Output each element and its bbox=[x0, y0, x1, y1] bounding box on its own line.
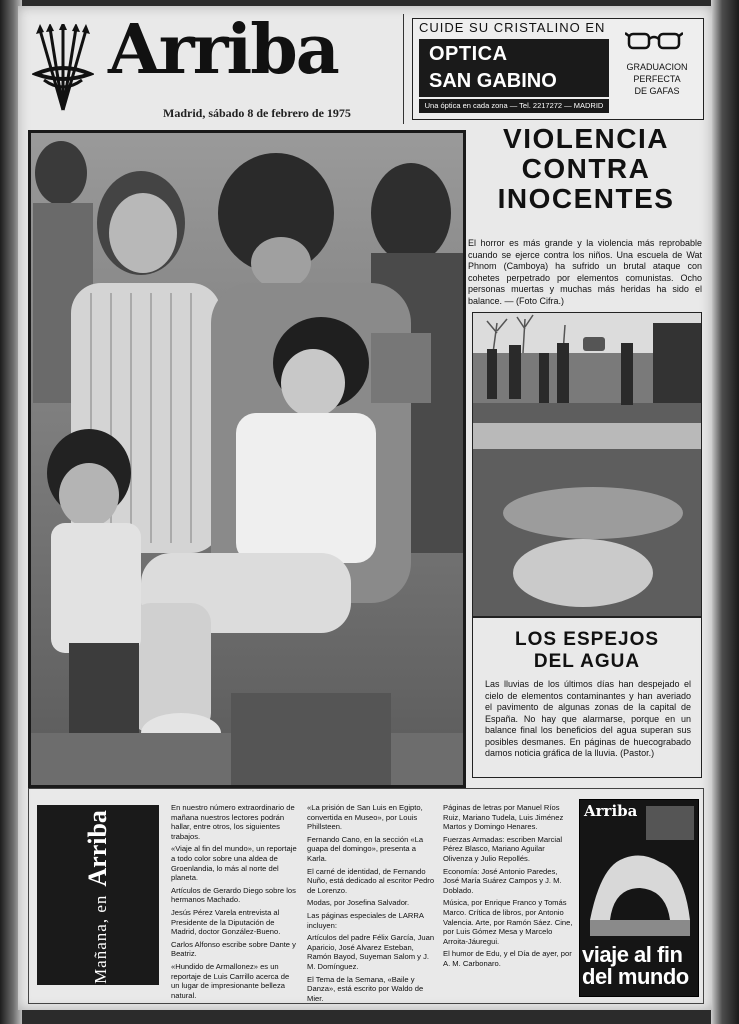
ad-top-line: CUIDE SU CRISTALINO EN bbox=[419, 20, 606, 35]
col1-paragraph: Artículos de Gerardo Diego sobre los hermanos Machado. bbox=[171, 885, 296, 905]
col2-paragraph: Fernando Cano, en la sección «La guapa del domingo», presenta a Karla. bbox=[307, 834, 424, 863]
preview-column-3 bbox=[443, 803, 573, 972]
dateline: Madrid, sábado 8 de febrero de 1975 bbox=[163, 106, 351, 120]
col2-paragraph: Modas, por Josefina Salvador. bbox=[307, 898, 410, 908]
cover-headline-line2: del mundo bbox=[582, 964, 689, 989]
col3-paragraph: El humor de Edu, y el Día de ayer, por A. M. Carbonaro. bbox=[443, 949, 572, 968]
col3-paragraph: Economía: José Antonio Paredes, José María Suárez Campos y J. M. Doblado. bbox=[443, 866, 562, 895]
headline-espejos bbox=[473, 629, 701, 673]
optica-advertisement bbox=[412, 18, 704, 120]
ad-right-line3: DE GAFAS bbox=[634, 86, 680, 96]
ad-right-line1: GRADUACION bbox=[626, 62, 688, 72]
col1-paragraph: Carlos Alfonso escribe sobre Dante y Beatriz. bbox=[171, 939, 296, 959]
masthead-divider bbox=[403, 14, 404, 124]
col2-paragraph: El Tema de la Semana, «Baile y Danza», está escrito por Waldo de Mier. bbox=[307, 974, 424, 1003]
rain-street-photo bbox=[472, 312, 702, 618]
col2-paragraph: El carné de identidad, de Fernando Nuño, está dedicado al escritor Pedro de Lorenzo. bbox=[307, 866, 435, 895]
main-news-photo bbox=[28, 130, 466, 788]
children-photo-illustration bbox=[31, 133, 463, 785]
col1-paragraph: «Viaje al fin del mundo», un reportaje a todo color sobre una aldea de Groenlandia, lo más al norte del planeta. bbox=[171, 844, 297, 883]
rain-photo-illustration bbox=[473, 313, 701, 617]
headline1-line3: INOCENTES bbox=[497, 183, 675, 214]
manana-label-block bbox=[37, 805, 159, 985]
story1-body: El horror es más grande y la violencia más reprobable cuando se ejerce contra los niños. Una escuela de Wat Phnom (Camboya) ha sufrido un brutal ataque con cohetes perpetrado por elementos comunistas. Ocho personas muertas y muchas más heridas ha sido el balance. — (Foto Cifra.) bbox=[468, 238, 702, 306]
headline2-line1: LOS ESPEJOS bbox=[514, 629, 660, 650]
story2-body: Las lluvias de los últimos días han despejado el cielo de elementos contaminantes y han averiado el pavimento de algunas zonas de la capital de España. No hay que alarmarse, porque en un balance final los beneficios del agua superan sus posibles desmanes. En páginas de huecograbado damos noticia gráfica de la lluvia. (Pastor.) bbox=[485, 679, 691, 758]
ad-name-block bbox=[419, 39, 609, 97]
ad-right-text bbox=[613, 61, 701, 97]
newspaper-sheet bbox=[18, 6, 712, 1010]
headline1-line2: CONTRA bbox=[521, 153, 651, 184]
col3-paragraph: Fuerzas Armadas: escriben Marcial Pérez Blasco, Mariano Aguilar Olivenza y Julio Repollés. bbox=[443, 834, 563, 863]
col3-paragraph: Música, por Enrique Franco y Tomás Marco. Crítica de libros, por Antonio Valencia. Arte, por Ramón Sáez. Cine, por Luis Gómez Mesa y Marcelo Arroita-Jáuregui. bbox=[443, 898, 573, 946]
book-binding-right bbox=[711, 0, 739, 1024]
tomorrow-preview-strip bbox=[28, 788, 704, 1004]
headline-violencia bbox=[468, 124, 704, 214]
col2-paragraph: «La prisión de San Luis en Egipto, convertida en Museo», por Louis Phillsteen. bbox=[307, 803, 423, 832]
manana-label: Mañana, en bbox=[91, 894, 110, 984]
eyeglasses-icon bbox=[625, 29, 683, 51]
ad-name-line1: OPTICA bbox=[429, 43, 508, 65]
preview-column-1 bbox=[171, 803, 299, 1003]
preview-column-2 bbox=[307, 803, 437, 1006]
col2-paragraph: Artículos del padre Félix García, Juan Aparicio, José Alvarez Esteban, Ramón Bayod, Suyeman Salom y J. M. Domínguez. bbox=[307, 933, 435, 971]
yoke-and-arrows-emblem-icon bbox=[32, 24, 94, 112]
col3-paragraph: Páginas de letras por Manuel Ríos Ruiz, Mariano Tudela, Luis Jiménez Martos y Domingo Henares. bbox=[443, 803, 564, 832]
col2-paragraph: Las páginas especiales de LARRA incluyen: bbox=[307, 910, 424, 930]
headline2-line2: DEL AGUA bbox=[533, 651, 641, 672]
headline1-line1: VIOLENCIA bbox=[503, 123, 669, 154]
magazine-cover-thumbnail bbox=[579, 799, 699, 997]
col1-paragraph: En nuestro número extraordinario de mañana nuestros lectores podrán hallar, entre otros, los siguientes trabajos. bbox=[171, 803, 295, 841]
ad-subline: Una óptica en cada zona — Tel. 2217272 — MADRID bbox=[419, 99, 609, 113]
col1-paragraph: «Hundido de Armallonez» es un reportaje de Luis Carrillo acerca de un lugar de impresionante belleza natural. bbox=[171, 961, 290, 1000]
cover-headline bbox=[582, 944, 698, 988]
col1-paragraph: Jesús Pérez Varela entrevista al Presidente de la Diputación de Madrid, doctor González-Bueno. bbox=[171, 907, 281, 937]
masthead bbox=[28, 10, 702, 126]
manana-vertical-text bbox=[83, 810, 113, 984]
ad-right-line2: PERFECTA bbox=[633, 74, 681, 84]
story2-box bbox=[472, 616, 702, 778]
newspaper-title: Arriba bbox=[108, 10, 338, 90]
cover-masthead: Arriba bbox=[584, 802, 638, 820]
cover-headline-line1: viaje al fin bbox=[582, 942, 683, 967]
manana-title: Arriba bbox=[83, 810, 112, 887]
ad-name-line2: SAN GABINO bbox=[429, 70, 557, 92]
